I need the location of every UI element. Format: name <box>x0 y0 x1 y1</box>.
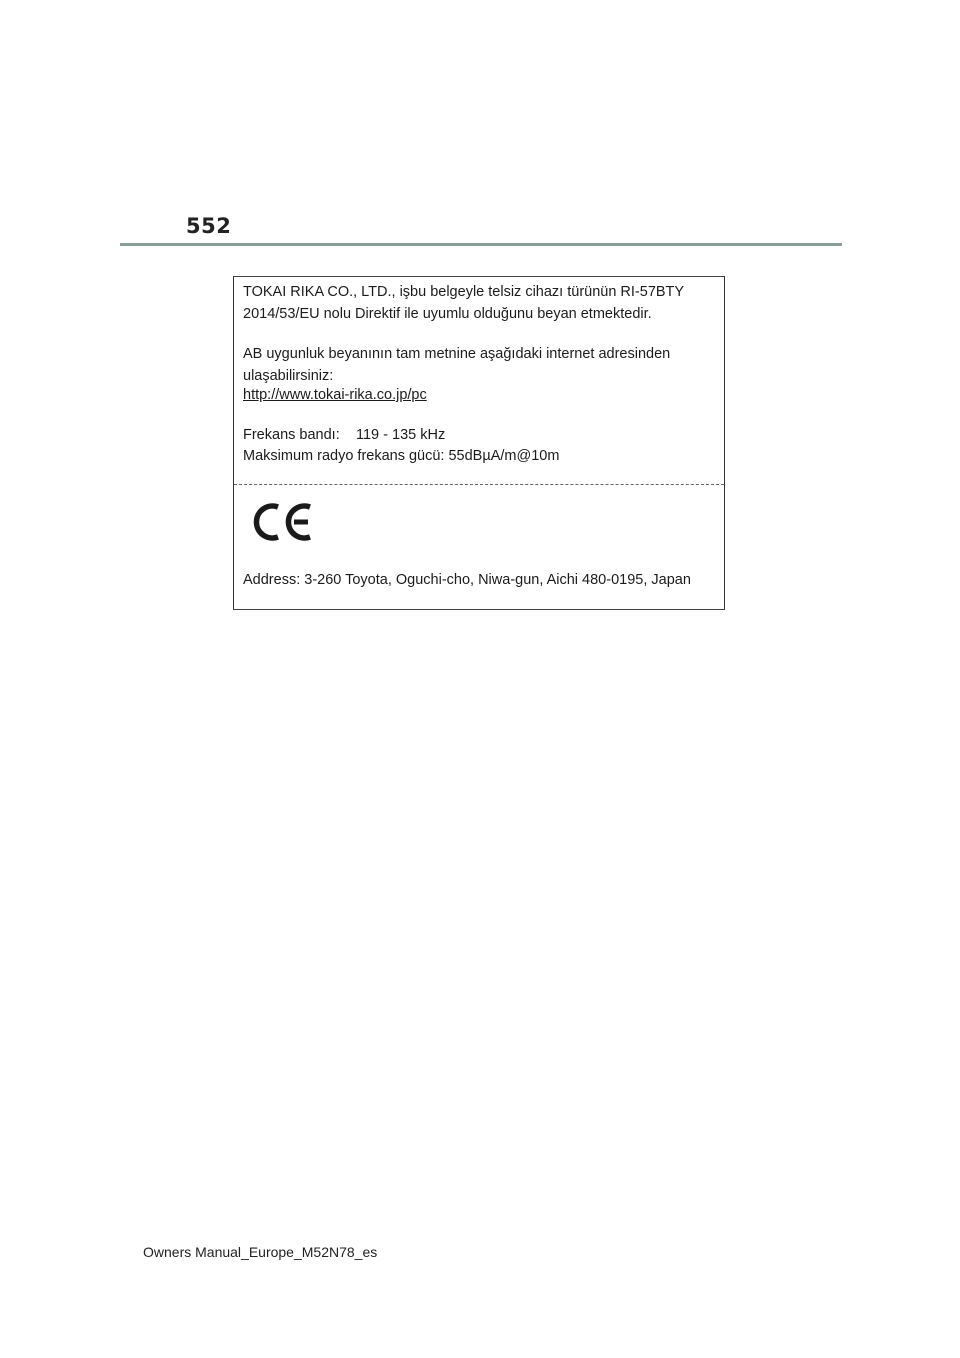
company-address: Address: 3-260 Toyota, Oguchi-cho, Niwa-gun, Aichi 480-0195, Japan <box>243 572 691 588</box>
frequency-row <box>243 424 719 446</box>
header-rule <box>120 243 842 246</box>
frequency-label: Frekans bandı: <box>243 427 340 443</box>
declaration-line-1: TOKAI RIKA CO., LTD., işbu belgeyle telsiz cihazı türünün RI-57BTY <box>243 284 685 300</box>
ce-mark-icon <box>250 499 314 545</box>
max-power: Maksimum radyo frekans gücü: 55dBµA/m@10m <box>243 448 560 464</box>
declaration-line-4: ulaşabilirsiniz: <box>243 368 334 384</box>
dashed-divider <box>234 484 724 485</box>
page-number: 552 <box>186 214 232 238</box>
frequency-value: 119 - 135 kHz <box>356 427 446 443</box>
declaration-line-3: AB uygunluk beyanının tam metnine aşağıdaki internet adresinden <box>243 346 671 362</box>
declaration-url-link[interactable]: http://www.tokai-rika.co.jp/pc <box>243 387 427 403</box>
declaration-line-2: 2014/53/EU nolu Direktif ile uyumlu olduğunu beyan etmektedir. <box>243 306 652 322</box>
page-footer: Owners Manual_Europe_M52N78_es <box>143 1244 378 1260</box>
declaration-box <box>233 276 725 610</box>
